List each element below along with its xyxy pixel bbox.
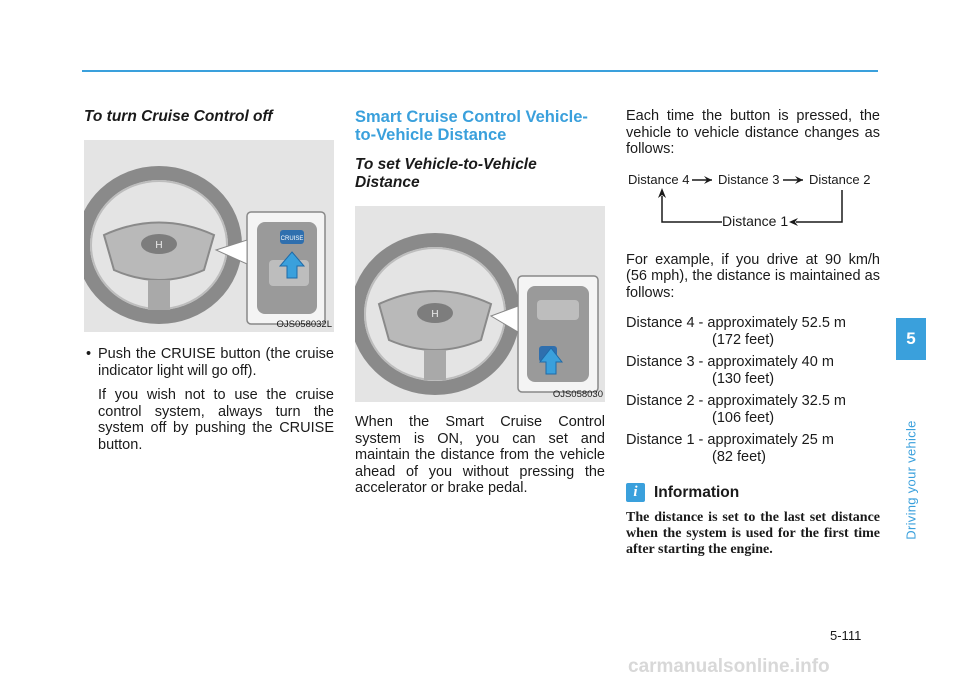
list-item xyxy=(626,354,880,387)
steering-wheel-photo xyxy=(84,140,334,332)
distance-label: Distance 2 - approximately 32.5 m xyxy=(626,393,847,409)
photo-code-2: OJS058030 xyxy=(552,389,603,400)
svg-text:H: H xyxy=(431,309,439,320)
subheading-set-distance: To set Vehicle-to-Vehicle Distance xyxy=(355,156,537,191)
steering-wheel-illustration-2 xyxy=(355,206,605,402)
top-rule xyxy=(82,70,878,72)
column-distance xyxy=(355,108,605,497)
info-body: The distance is set to the last set distance when the system is used for the first time after starting the engine. xyxy=(626,510,880,557)
list-item xyxy=(626,432,880,465)
bullet-note: If you wish not to use the cruise control system, always turn the system off by pushing the CRUISE button. xyxy=(98,387,334,453)
chapter-tab: 5 xyxy=(896,318,926,360)
distance-body: When the Smart Cruise Control system is ON, you can set and maintain the distance from the vehicle ahead of you without pressing the accelerator or brake pedal. xyxy=(355,414,605,496)
intro-text: Each time the button is pressed, the vehicle to vehicle distance changes as follows: xyxy=(626,108,880,157)
info-icon: i xyxy=(626,483,645,502)
bullet-text: Push the CRUISE button (the cruise indicator light will go off). xyxy=(98,346,334,379)
heading-distance: Smart Cruise Control Vehicle-to-Vehicle Distance xyxy=(355,108,588,144)
label-distance-4: Distance 4 xyxy=(628,171,690,187)
photo-code: OJS058032L xyxy=(276,319,332,330)
distance-label: Distance 3 - approximately 40 m xyxy=(626,354,834,370)
distance-feet: (130 feet) xyxy=(712,370,775,387)
example-text: For example, if you drive at 90 km/h (56 mph), the distance is maintained as follows: xyxy=(626,251,880,301)
distance-cycle-diagram xyxy=(626,168,880,234)
steering-wheel-illustration xyxy=(84,140,334,332)
info-title: Information xyxy=(654,483,740,501)
info-header xyxy=(626,483,880,502)
distance-feet: (172 feet) xyxy=(712,331,775,348)
chapter-label: Driving your vehicle xyxy=(903,420,919,540)
label-distance-2: Distance 2 xyxy=(809,171,871,187)
svg-text:H: H xyxy=(155,240,163,251)
list-item xyxy=(626,393,880,426)
heading-cruise-off: To turn Cruise Control off xyxy=(84,108,273,125)
column-cruise-off xyxy=(84,108,334,453)
svg-text:CRUISE: CRUISE xyxy=(280,236,304,242)
distance-feet: (82 feet) xyxy=(712,448,766,465)
column-distance-steps xyxy=(626,108,880,558)
list-item xyxy=(626,315,880,348)
label-distance-3: Distance 3 xyxy=(718,171,780,187)
page-number: 5-111 xyxy=(830,628,862,643)
watermark: carmanualsonline.info xyxy=(628,656,830,677)
steering-wheel-photo-2 xyxy=(355,206,605,402)
distance-list xyxy=(626,315,880,465)
distance-feet: (106 feet) xyxy=(712,409,775,426)
bullet-item xyxy=(84,346,334,453)
label-distance-1: Distance 1 xyxy=(722,212,789,229)
distance-label: Distance 1 - approximately 25 m xyxy=(626,432,834,448)
distance-label: Distance 4 - approximately 52.5 m xyxy=(626,315,847,331)
bullet-dot: • xyxy=(86,346,92,362)
